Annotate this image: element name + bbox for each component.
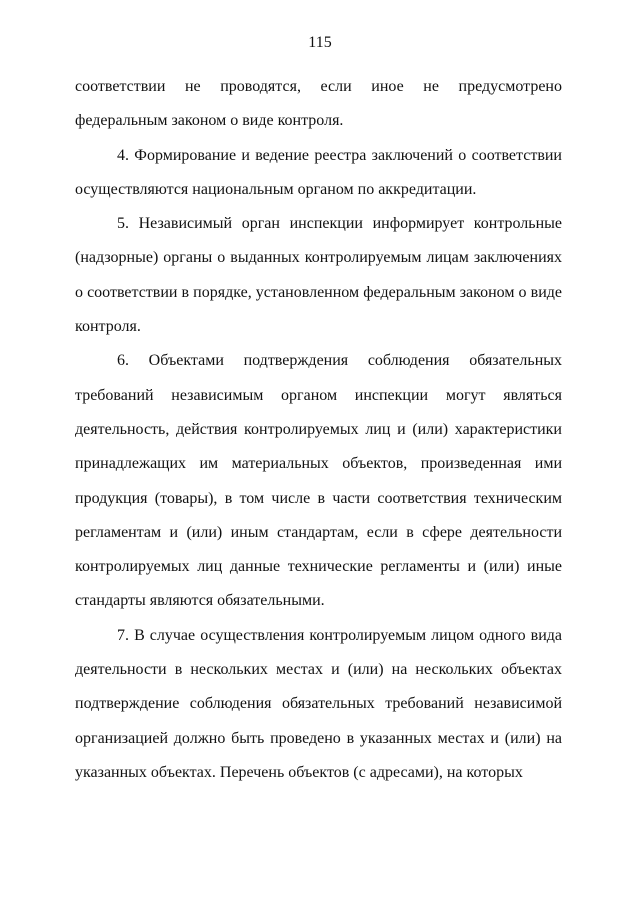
paragraph-item-4: 4. Формирование и ведение реестра заключений о соответствии осуществляются национальным органом по аккредитации. (75, 146, 562, 198)
document-body (75, 70, 562, 790)
paragraph-item-5: 5. Независимый орган инспекции информирует контрольные (надзорные) органы о выданных контролируемым лицам заключениях о соответствии в порядке, установленном федеральным законом о виде контроля. (75, 215, 562, 336)
page-number: 115 (308, 34, 332, 51)
paragraph-item-7: 7. В случае осуществления контролируемым лицом одного вида деятельности в нескольких местах и (или) на нескольких объектах подтверждение соблюдения обязательных требований независимой организацией должно быть проведено в указанных местах и (или) на указанных объектах. Перечень объектов (с адресами), на которых (75, 626, 562, 781)
paragraph-item-6: 6. Объектами подтверждения соблюдения обязательных требований независимым органом инспекции могут являться деятельность, действия контролируемых лиц и (или) характеристики принадлежащих им материальных объектов, произведенная ими продукция (товары), в том числе в части соответствия техническим регламентам и (или) иным стандартам, если в сфере деятельности контролируемых лиц данные технические регламенты и (или) иные стандарты являются обязательными. (75, 352, 562, 610)
paragraph-continuation: соответствии не проводятся, если иное не предусмотрено федеральным законом о виде контроля. (75, 78, 562, 130)
